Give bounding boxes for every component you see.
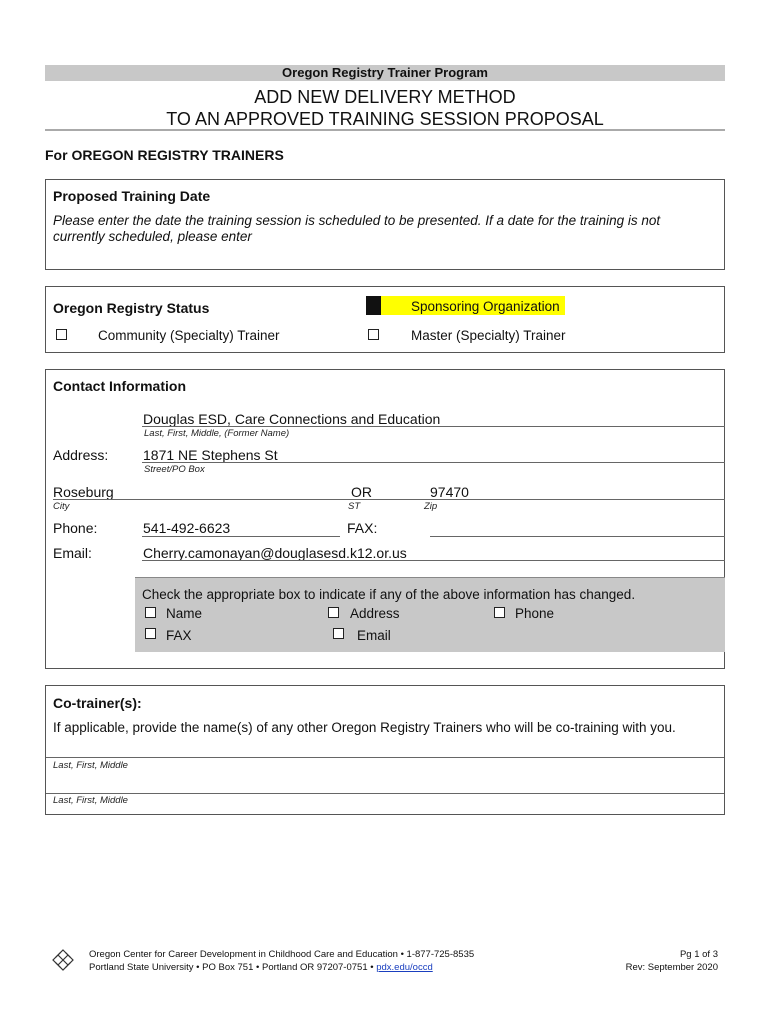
training-date-section [45,179,725,270]
city-caption: City [53,501,70,512]
community-checkbox[interactable] [56,329,67,340]
footer-line-2 [89,961,474,974]
audience-heading: For OREGON REGISTRY TRAINERS [45,147,284,163]
name-underline [142,426,725,427]
sponsoring-label: Sponsoring Organization [411,299,560,314]
footer-line-1: Oregon Center for Career Development in Childhood Care and Education • 1-877-725-8535 [89,949,475,960]
title-divider [45,129,725,131]
changed-name-label: Name [166,606,203,621]
email-underline [142,560,725,561]
address-label: Address: [53,447,109,463]
form-title [45,86,725,130]
master-label: Master (Specialty) Trainer [411,328,566,343]
street-underline [142,462,725,463]
registry-status-heading: Oregon Registry Status [53,300,210,316]
fax-underline [430,536,725,537]
cotrainer-1-caption: Last, First, Middle [53,760,128,771]
footer-page-info [560,948,718,974]
cotrainer-1-line[interactable] [46,757,724,758]
cotrainers-section [45,685,725,815]
city-line-underline [53,499,725,500]
zip-field[interactable]: 97470 [430,484,469,500]
occd-link[interactable]: pdx.edu/occd [376,962,433,973]
title-line-2: TO AN APPROVED TRAINING SESSION PROPOSAL [166,109,604,129]
name-caption: Last, First, Middle, (Former Name) [144,428,290,439]
zip-caption: Zip [424,501,438,512]
registry-status-section [45,286,725,353]
psu-logo-icon [52,949,74,971]
phone-label: Phone: [53,520,98,536]
changed-email-checkbox[interactable] [333,628,344,639]
sponsoring-checkbox[interactable] [366,296,381,315]
training-date-instructions: Please enter the date the training session is scheduled to be presented. If a date for the training is not currently scheduled, please enter [53,213,661,244]
street-field[interactable]: 1871 NE Stephens St [143,447,278,463]
changed-address-checkbox[interactable] [328,607,339,618]
info-changed-panel [135,577,725,652]
changed-phone-checkbox[interactable] [494,607,505,618]
cotrainer-2-caption: Last, First, Middle [53,795,128,806]
cotrainer-2-line[interactable] [46,793,724,794]
footer-address [89,948,474,974]
email-label: Email: [53,545,92,561]
footer-line-2-text: Portland State University • PO Box 751 • Portland OR 97207-0751 • [89,962,377,973]
changed-address-label: Address [350,606,400,621]
changed-fax-label: FAX [166,628,192,643]
title-line-1: ADD NEW DELIVERY METHOD [254,87,516,107]
info-changed-prompt: Check the appropriate box to indicate if any of the above information has changed. [142,587,636,602]
changed-phone-label: Phone [515,606,555,621]
training-date-heading: Proposed Training Date [53,188,211,204]
changed-name-checkbox[interactable] [145,607,156,618]
changed-email-label: Email [357,628,391,643]
name-field[interactable]: Douglas ESD, Care Connections and Education [143,411,441,427]
revision-date: Rev: September 2020 [625,962,718,973]
city-field[interactable]: Roseburg [53,484,114,500]
state-field[interactable]: OR [351,484,372,500]
changed-fax-checkbox[interactable] [145,628,156,639]
page-number: Pg 1 of 3 [679,949,718,960]
phone-underline [142,536,340,537]
email-field[interactable]: Cherry.camonayan@douglasesd.k12.or.us [143,545,407,561]
program-banner: Oregon Registry Trainer Program [45,65,725,81]
cotrainers-instructions: If applicable, provide the name(s) of any other Oregon Registry Trainers who will be co-training with you. [53,720,676,735]
master-checkbox[interactable] [368,329,379,340]
phone-field[interactable]: 541-492-6623 [143,520,231,536]
street-caption: Street/PO Box [144,464,205,475]
contact-heading: Contact Information [53,378,186,394]
community-label: Community (Specialty) Trainer [98,328,280,343]
state-caption: ST [348,501,361,512]
cotrainers-heading: Co-trainer(s): [53,695,142,711]
fax-label: FAX: [347,520,378,536]
